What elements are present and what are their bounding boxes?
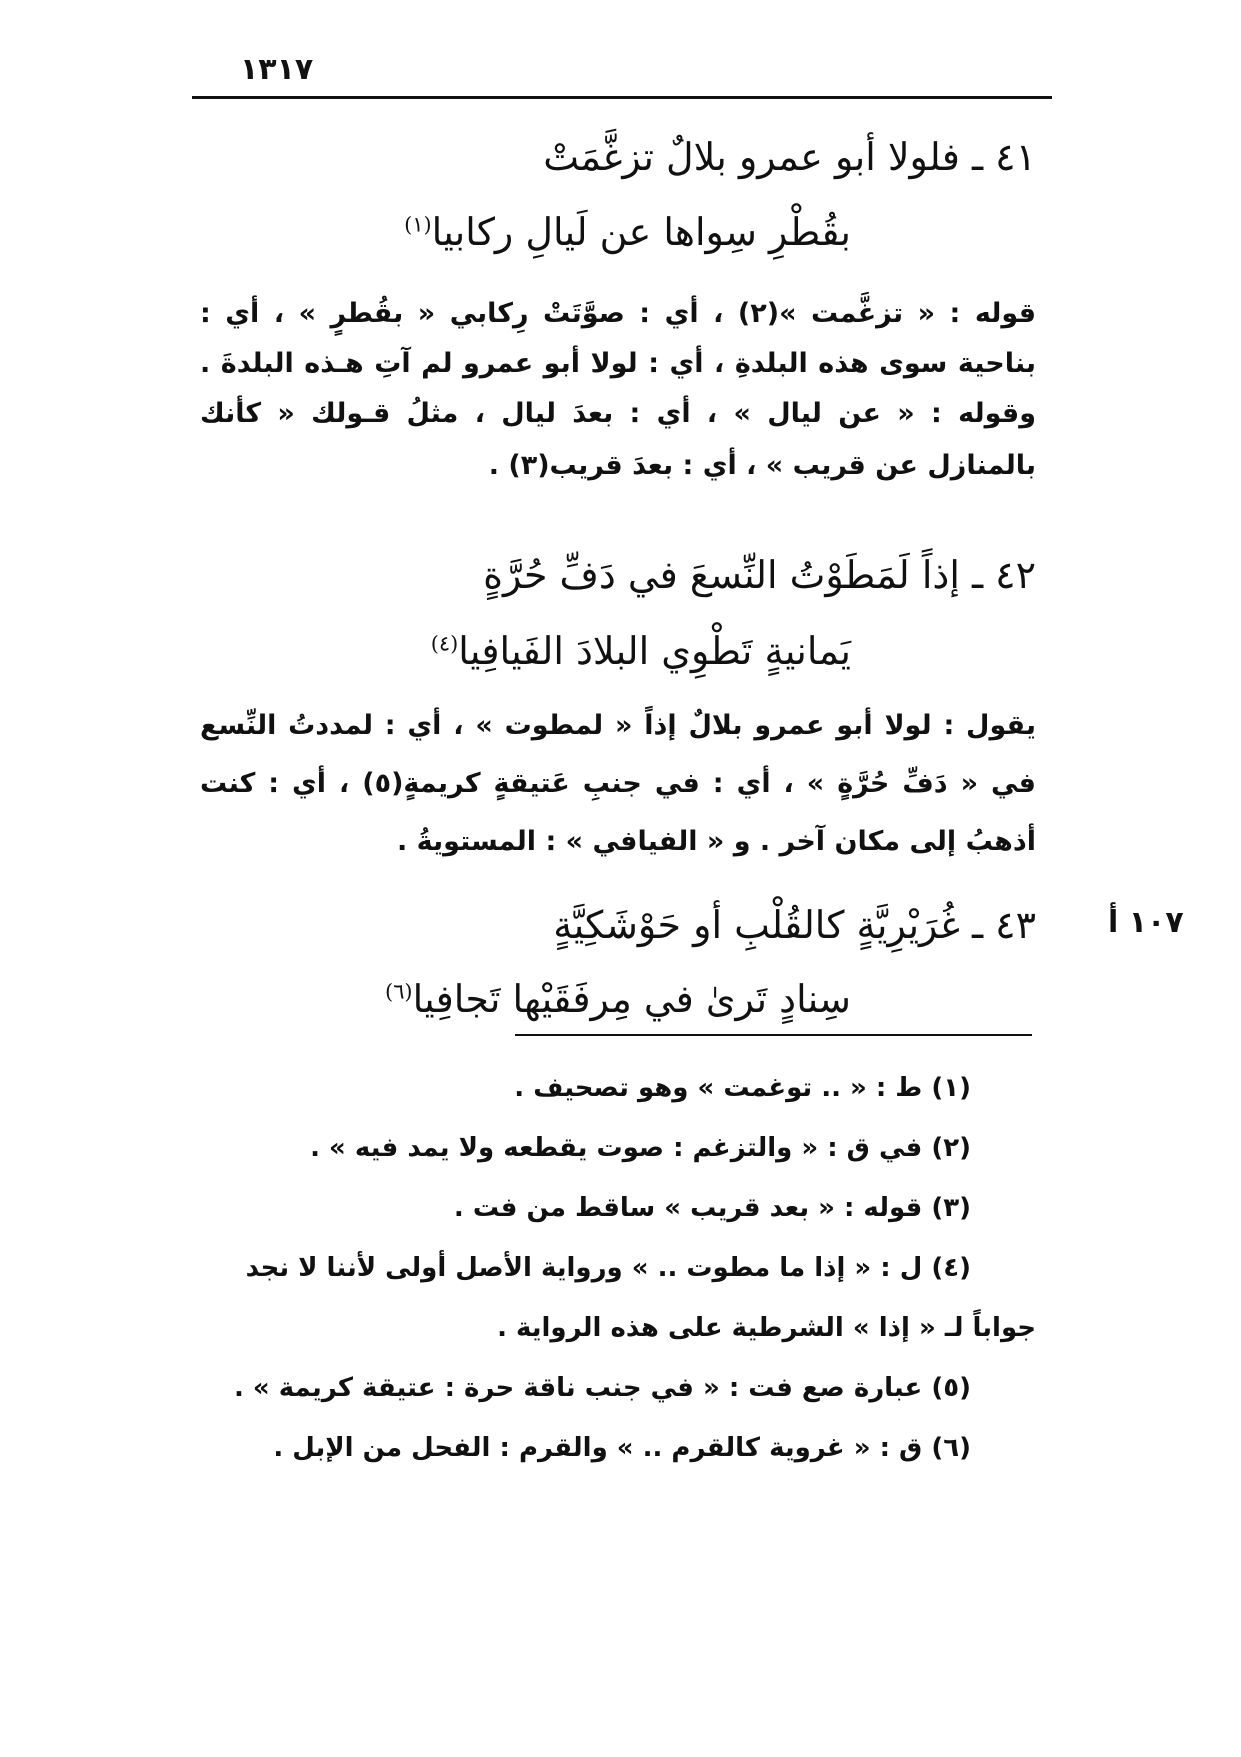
verse-42-commentary-line: يقول : لولا أبو عمرو بلالٌ إذاً « لمطوت » ، أي : لمددتُ النِّسع: [200, 710, 1036, 741]
verse-42-commentary-line: أذهبُ إلى مكان آخر . و « الفيافي » : المستويةُ .: [396, 826, 1036, 857]
verse-43-second-hemistich: [385, 977, 851, 1021]
verse-42-second-hemistich: [430, 629, 851, 673]
footnote-2: (٢) في ق : « والتزغم : صوت يقطعه ولا يمد فيه » .: [310, 1133, 971, 1163]
verse-41-commentary-line: بالمنازل عن قريب » ، أي : بعدَ قريب(٣) .: [488, 450, 1036, 481]
margin-folio-note: ١٠٧ أ: [1108, 905, 1184, 940]
verse-41-second-hemistich: [404, 210, 851, 254]
page-number: ١٣١٧: [240, 52, 314, 87]
verse-42-commentary-line: في « دَفِّ حُرَّةٍ » ، أي : في جنبِ عَتيقةٍ كريمةٍ(٥) ، أي : كنت: [200, 768, 1036, 799]
header-rule: [192, 96, 1052, 99]
verse-41-second-hemistich-text: بقُطْرِ سِواها عن لَيالِ ركابيا: [431, 210, 851, 254]
footnote-1: (١) ط : « .. توغمت » وهو تصحيف .: [514, 1073, 971, 1103]
footnote-6: (٦) ق : « غروية كالقرم .. » والقرم : الفحل من الإبل .: [273, 1433, 971, 1463]
footnote-ref-1: (١): [404, 212, 432, 237]
verse-41-first-hemistich: ٤١ ـ فلولا أبو عمرو بلالٌ تزغَّمَتْ: [543, 135, 1036, 179]
footnote-3: (٣) قوله : « بعد قريب » ساقط من فت .: [453, 1193, 971, 1223]
footnote-4: (٤) ل : « إذا ما مطوت .. » ورواية الأصل أولى لأننا لا نجد: [245, 1253, 971, 1283]
footnote-separator: [515, 1034, 1032, 1036]
verse-41-commentary-line: بناحية سوى هذه البلدةِ ، أي : لولا أبو عمرو لم آتِ هـذه البلدةَ .: [200, 348, 1036, 379]
footnote-4-continuation: جواباً لـ « إذا » الشرطية على هذه الرواية .: [497, 1313, 1036, 1343]
verse-41-commentary-line: قوله : « تزغَّمت »(٢) ، أي : صوَّتَتْ رِكابي « بقُطرٍ » ، أي :: [200, 298, 1036, 329]
footnote-ref-4: (٤): [430, 631, 459, 656]
verse-43-second-hemistich-text: سِنادٍ تَرىٰ في مِرفَقَيْها تَجافِيا: [412, 977, 851, 1021]
footnote-ref-6: (٦): [385, 979, 413, 1004]
verse-43-first-hemistich: ٤٣ ـ غُرَيْرِيَّةٍ كالقُلْبِ أو حَوْشَكِيَّةٍ: [553, 903, 1036, 947]
verse-42-second-hemistich-text: يَمانيةٍ تَطْوِي البلادَ الفَيافِيا: [458, 629, 851, 673]
verse-41-commentary-line: وقوله : « عن ليال » ، أي : بعدَ ليال ، مثلُ قـولك « كأنك: [200, 398, 1036, 429]
footnote-5: (٥) عبارة صع فت : « في جنب ناقة حرة : عتيقة كريمة » .: [233, 1373, 971, 1403]
verse-42-first-hemistich: ٤٢ ـ إذاً لَمَطَوْتُ النِّسعَ في دَفِّ حُرَّةٍ: [483, 553, 1036, 597]
